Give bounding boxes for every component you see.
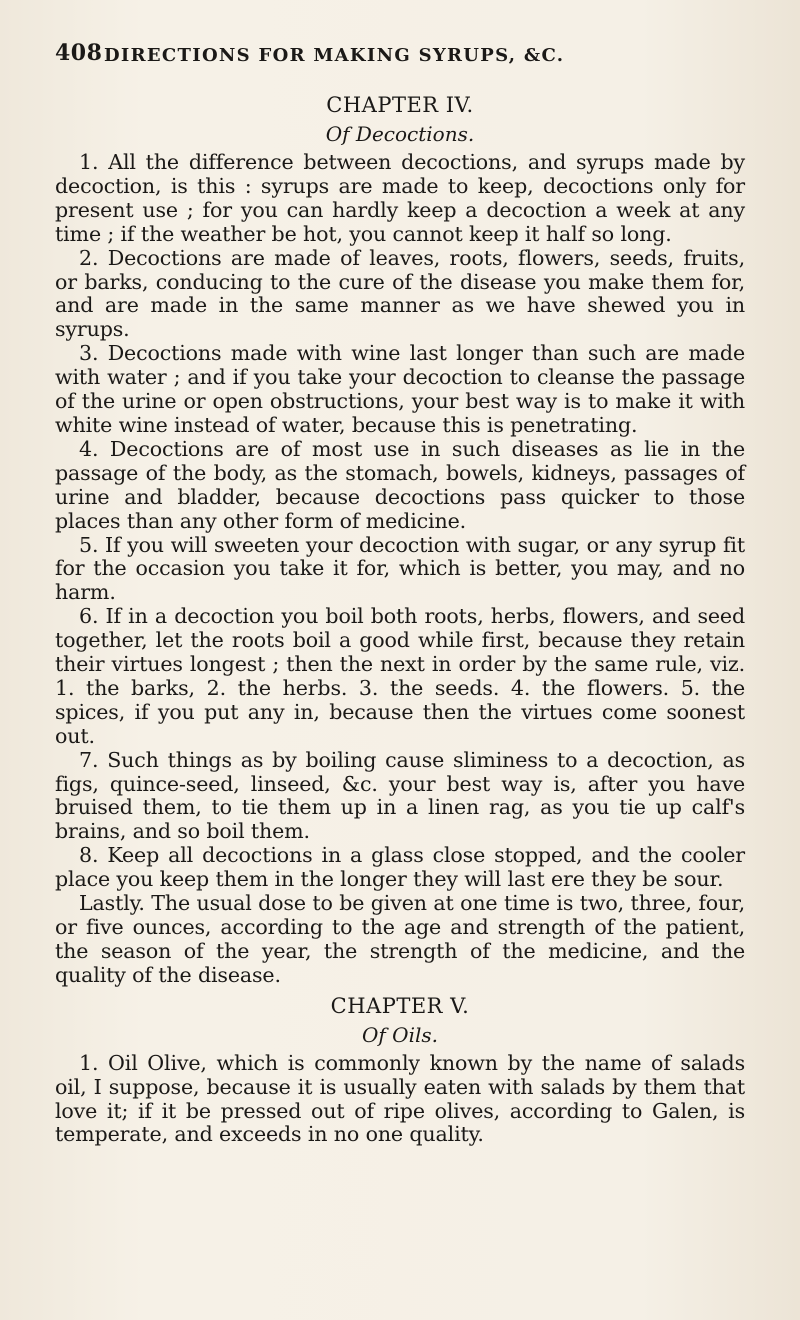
chapter-v-heading: CHAPTER V. [330, 993, 470, 1018]
decoctions-paragraph-6: 6. If in a decoction you boil both roots, herbs, flowers, and seed together, let the roots boil a good while first, because they retain their virtues longest ; then the next in order by the same rule, viz. 1. the barks, 2. the herbs. 3. the seeds. 4. the flowers. 5. the spices, if you put any in, because then the virtues come soonest out. [55, 604, 745, 748]
decoctions-paragraph-8: 8. Keep all decoctions in a glass close stopped, and the cooler place you keep them in the longer they will last ere they be sour. [55, 843, 745, 892]
chapter-v-subtitle: Of Oils. [362, 1022, 438, 1047]
running-head: DIRECTIONS FOR MAKING SYRUPS, &C. [104, 45, 565, 66]
chapter-iv-subtitle: Of Decoctions. [325, 122, 475, 146]
decoctions-paragraph-2: 2. Decoctions are made of leaves, roots, flowers, seeds, fruits, or barks, conducing to the cure of the disease you make them for, and are made in the same manner as we have shewed you in syrups. [55, 245, 745, 342]
oils-paragraph-1: 1. Oil Olive, which is commonly known by the name of salads oil, I suppose, because it is usually eaten with salads by them that love it; if it be pressed out of ripe olives, according to Galen, is temperate, and exceeds in no one quality. [55, 1050, 745, 1147]
page-content [55, 91, 745, 1147]
decoctions-paragraph-3: 3. Decoctions made with wine last longer than such are made with water ; and if you take your decoction to cleanse the passage of the urine or open obstructions, your best way is to make it with white wine instead of water, because this is penetrating. [55, 341, 745, 437]
decoctions-paragraph-1: 1. All the difference between decoctions, and syrups made by decoction, is this : syrups are made to keep, decoctions only for present use ; for you can hardly keep a decoction a week at any time ; if the weather be hot, you cannot keep it half so long. [55, 150, 745, 246]
decoctions-paragraph-7: 7. Such things as by boiling cause sliminess to a decoction, as figs, quince-seed, linseed, &c. your best way is, after you have bruised them, to tie them up in a linen rag, as you tie up calf's brains, and so boil them. [55, 747, 745, 844]
chapter-iv-section [55, 91, 745, 988]
decoctions-paragraph-5: 5. If you will sweeten your decoction with sugar, or any syrup fit for the occasion you take it for, which is better, you may, and no harm. [55, 532, 745, 605]
decoctions-paragraph-lastly: Lastly. The usual dose to be given at one time is two, three, four, or five ounces, according to the age and strength of the patient, the season of the year, the strength of the medicine, and the quality of the disease. [55, 891, 745, 987]
decoctions-paragraph-4: 4. Decoctions are of most use in such diseases as lie in the passage of the body, as the stomach, bowels, kidneys, passages of urine and bladder, because decoctions pass quicker to those places than any other form of medicine. [55, 436, 745, 533]
chapter-iv-heading: CHAPTER IV. [326, 93, 474, 117]
chapter-v-section [55, 992, 745, 1148]
page-header [55, 40, 745, 70]
page-number: 408 [55, 40, 103, 66]
